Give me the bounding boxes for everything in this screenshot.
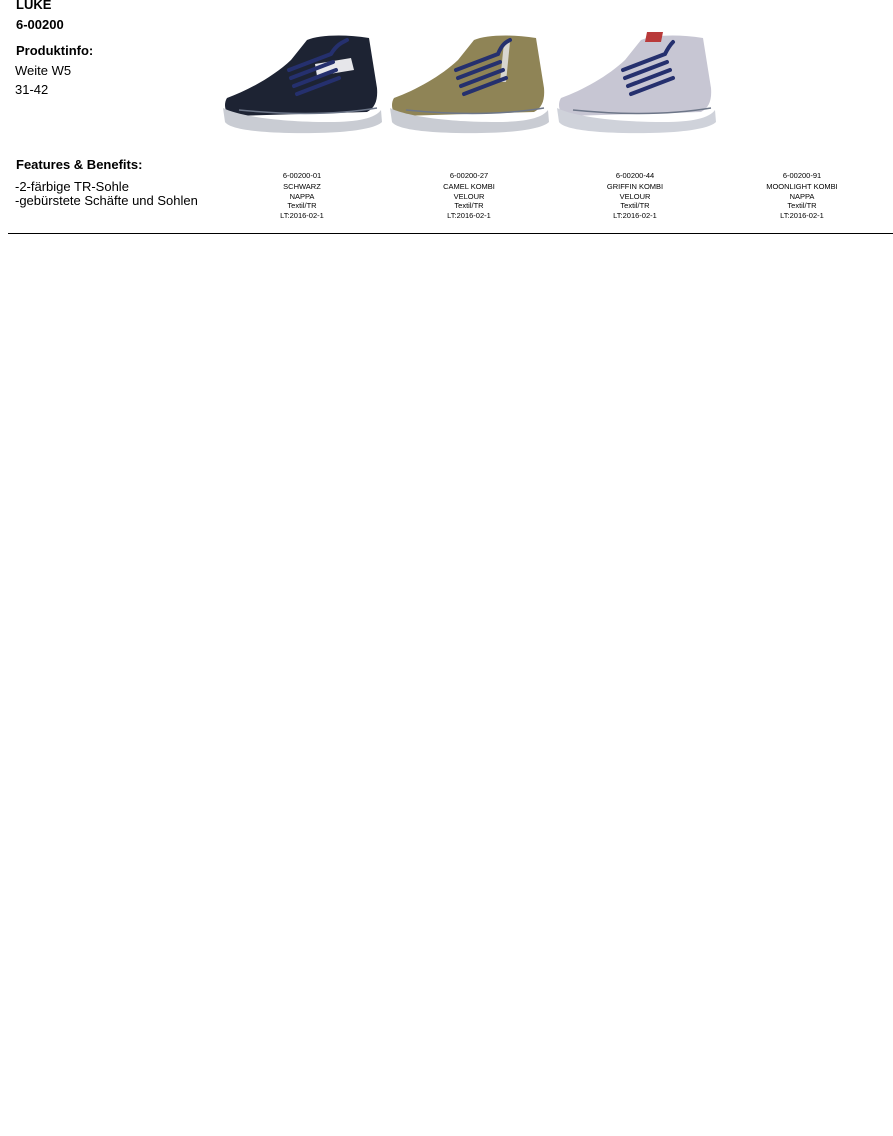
variant-code: 6-00200-01 [282,171,322,180]
feature-item: -2-färbige TR-Sohle [15,179,129,194]
variant-column [575,170,695,221]
produktinfo-heading: Produktinfo: [16,43,94,58]
variant-lt: LT:2016-02-1 [780,211,824,220]
feature-item: -gebürstete Schäfte und Sohlen [15,193,198,208]
variant-color: SCHWARZ [283,182,321,191]
separator-line [8,233,893,234]
product-name: LUKE [16,0,52,12]
variant-lining: Textil/TR [287,201,317,210]
shoe-image-griffin-kombi [553,30,719,136]
shoe-illustration [553,30,719,136]
shoe-illustration [386,30,552,136]
variant-material: NAPPA [789,192,815,201]
variant-column [242,170,362,221]
variant-color: CAMEL KOMBI [443,182,495,191]
produktinfo-sizes: 31-42 [15,82,49,97]
variant-code: 6-00200-27 [449,171,489,180]
shoe-image-camel-kombi [386,30,552,136]
variant-lining: Textil/TR [787,201,817,210]
variant-lining: Textil/TR [620,201,650,210]
variant-column [409,170,529,221]
variant-code: 6-00200-91 [782,171,822,180]
variant-color: MOONLIGHT KOMBI [766,182,838,191]
variant-column [742,170,862,221]
produktinfo-width: Weite W5 [15,63,72,78]
variant-lining: Textil/TR [454,201,484,210]
variant-lt: LT:2016-02-1 [447,211,491,220]
variant-material: VELOUR [619,192,651,201]
variant-code: 6-00200-44 [615,171,655,180]
variant-material: NAPPA [289,192,315,201]
variant-color: GRIFFIN KOMBI [606,182,664,191]
variant-material: VELOUR [453,192,485,201]
shoe-illustration [219,30,385,136]
features-heading: Features & Benefits: [16,157,143,172]
product-number: 6-00200 [16,17,64,32]
variant-lt: LT:2016-02-1 [613,211,657,220]
variant-lt: LT:2016-02-1 [280,211,324,220]
shoe-image-schwarz [219,30,385,136]
